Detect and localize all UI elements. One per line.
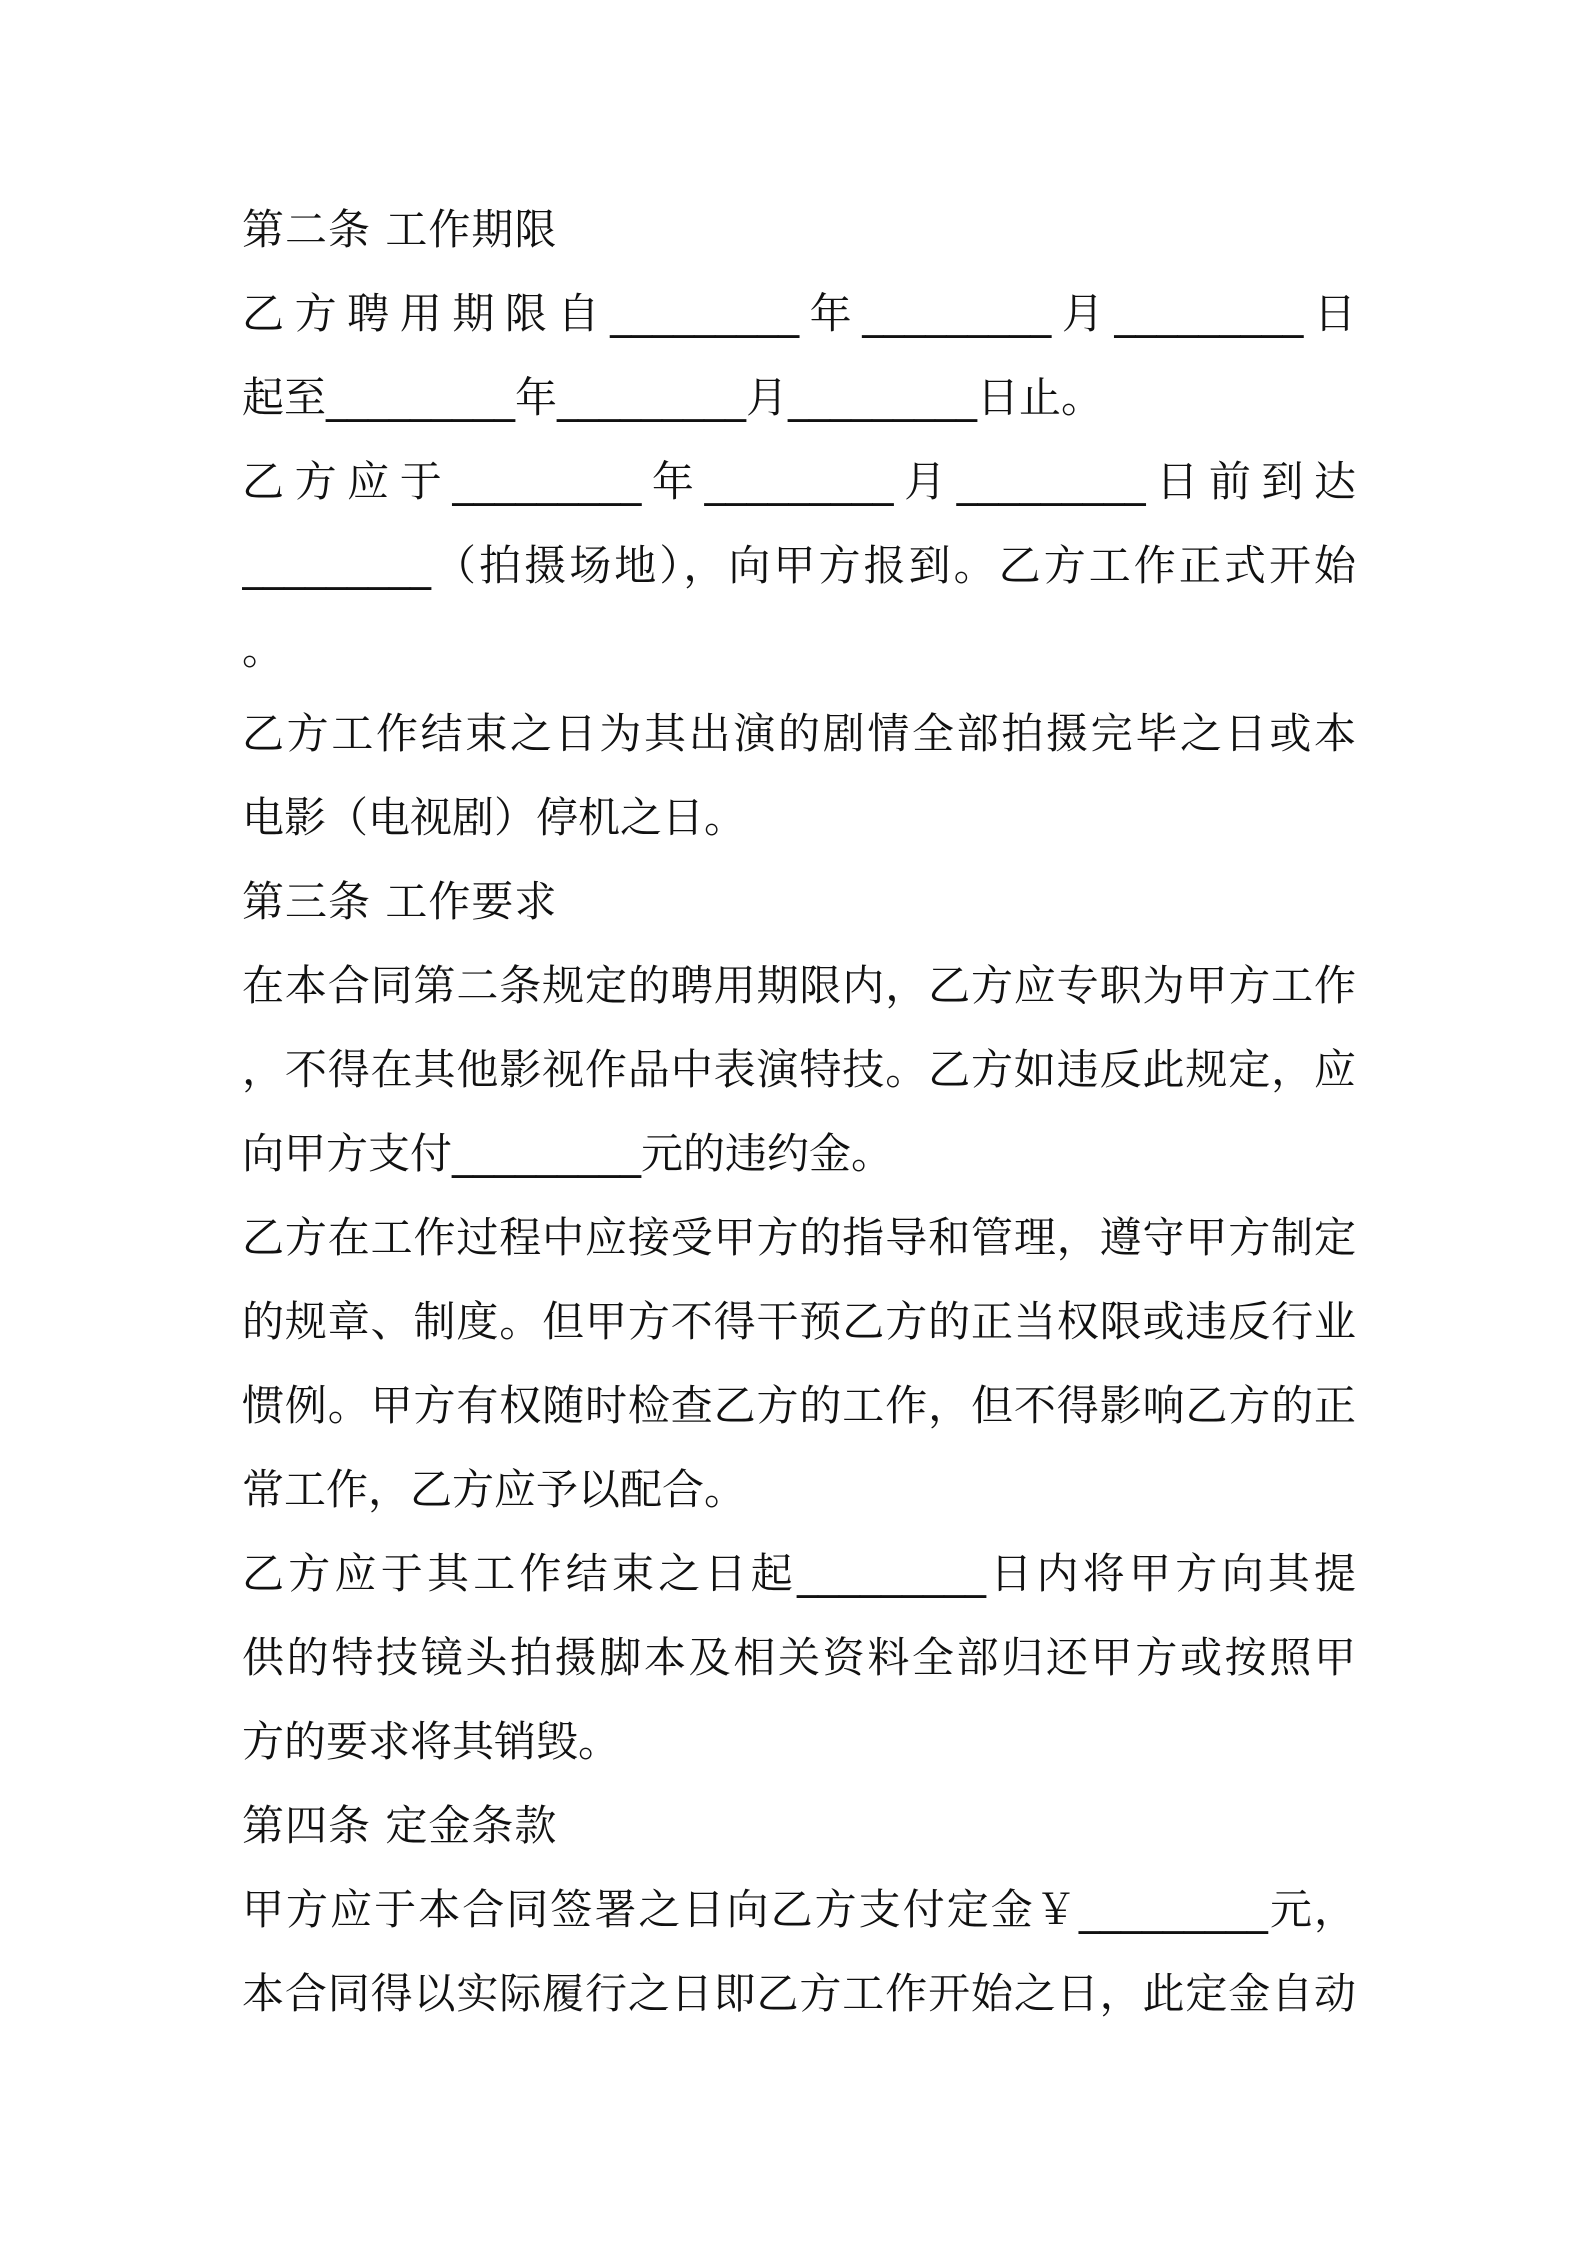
paragraph-line: 惯例。甲方有权随时检查乙方的工作，但不得影响乙方的正 xyxy=(242,1381,1356,1430)
paragraph-line: ，不得在其他影视作品中表演特技。乙方如违反此规定，应 xyxy=(242,1045,1356,1094)
paragraph-line: 的规章、制度。但甲方不得干预乙方的正当权限或违反行业 xyxy=(242,1297,1356,1346)
paragraph-line: 乙方在工作过程中应接受甲方的指导和管理，遵守甲方制定 xyxy=(242,1213,1356,1262)
paragraph-line: 乙方工作结束之日为其出演的剧情全部拍摄完毕之日或本 xyxy=(242,709,1356,758)
paragraph-line: 乙方应于_________年_________月_________日前到达 xyxy=(242,457,1356,506)
section-heading-4: 第四条 定金条款 xyxy=(242,1801,558,1850)
paragraph-line: 在本合同第二条规定的聘用期限内，乙方应专职为甲方工作 xyxy=(242,961,1356,1010)
paragraph-line: 甲方应于本合同签署之日向乙方支付定金￥_________元， xyxy=(242,1885,1356,1934)
paragraph-line: 电影（电视剧）停机之日。 xyxy=(242,793,747,842)
paragraph-line: 常工作，乙方应予以配合。 xyxy=(242,1465,747,1514)
paragraph-line: 方的要求将其销毁。 xyxy=(242,1717,621,1766)
paragraph-line: 供的特技镜头拍摄脚本及相关资料全部归还甲方或按照甲 xyxy=(242,1633,1356,1682)
section-heading-3: 第三条 工作要求 xyxy=(242,877,558,926)
section-heading-2: 第二条 工作期限 xyxy=(242,205,558,254)
paragraph-line: 乙方聘用期限自_________年_________月_________日 xyxy=(242,289,1356,338)
paragraph-line: 本合同得以实际履行之日即乙方工作开始之日，此定金自动 xyxy=(242,1969,1356,2018)
paragraph-line: 向甲方支付_________元的违约金。 xyxy=(242,1129,894,1178)
paragraph-line: 乙方应于其工作结束之日起_________日内将甲方向其提 xyxy=(242,1549,1356,1598)
paragraph-line: _________（拍摄场地），向甲方报到。乙方工作正式开始 xyxy=(242,541,1356,590)
document-body xyxy=(242,188,1356,2036)
paragraph-line: 。 xyxy=(242,625,285,674)
paragraph-line: 起至_________年_________月_________日止。 xyxy=(242,373,1104,422)
